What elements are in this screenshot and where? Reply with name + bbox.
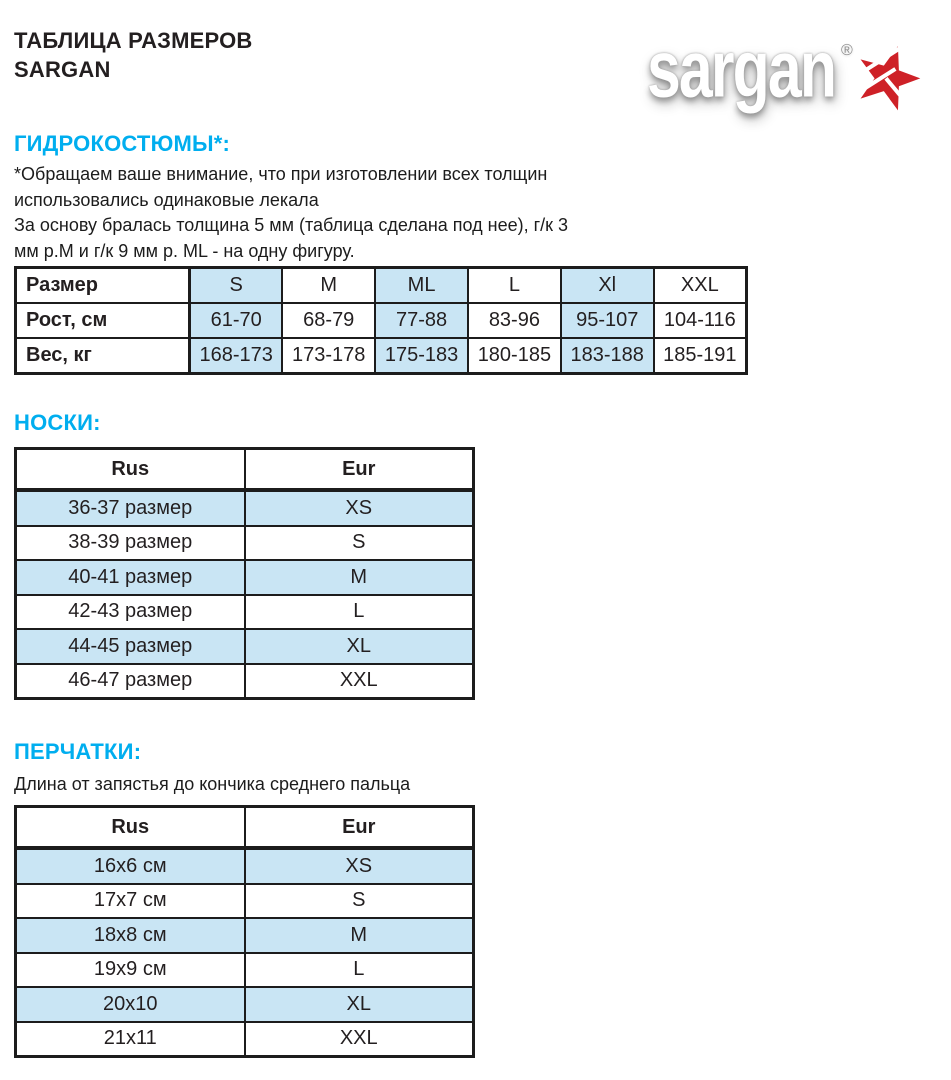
star-icon	[851, 36, 925, 118]
wetsuits-note-line: За основу бралась толщина 5 мм (таблица сделана под нее), г/к 3	[14, 215, 569, 235]
column-header-rus: Rus	[16, 807, 245, 849]
value-cell: 95-107	[561, 303, 654, 338]
eur-cell: M	[245, 560, 474, 595]
wetsuits-size-table	[14, 266, 748, 375]
section-heading-wetsuits: ГИДРОКОСТЮМЫ*:	[14, 131, 231, 156]
value-cell: 173-178	[282, 338, 375, 374]
value-cell: 180-185	[468, 338, 561, 374]
value-cell: 77-88	[375, 303, 468, 338]
table-row	[16, 848, 474, 884]
gloves-note: Длина от запястья до кончика среднего пальца	[14, 774, 411, 794]
rus-cell: 16x6 см	[16, 848, 245, 884]
table-row	[16, 918, 474, 953]
value-cell: 183-188	[561, 338, 654, 374]
table-header-row	[16, 449, 474, 491]
wetsuits-note-line: *Обращаем ваше внимание, что при изготовлении всех толщин	[14, 164, 548, 184]
row-label: Вес, кг	[16, 338, 190, 374]
logo-wordmark: sargan	[647, 23, 836, 114]
eur-cell: S	[245, 884, 474, 919]
table-row	[16, 268, 747, 304]
rus-cell: 44-45 размер	[16, 629, 245, 664]
socks-size-table	[14, 447, 475, 700]
rus-cell: 42-43 размер	[16, 595, 245, 630]
rus-cell: 17x7 см	[16, 884, 245, 919]
value-cell: 185-191	[654, 338, 747, 374]
eur-cell: XS	[245, 848, 474, 884]
table-row	[16, 987, 474, 1022]
rus-cell: 38-39 размер	[16, 526, 245, 561]
section-heading-socks: НОСКИ:	[14, 410, 101, 435]
table-row	[16, 490, 474, 526]
eur-cell: XS	[245, 490, 474, 526]
eur-cell: XXL	[245, 1022, 474, 1057]
value-cell: 104-116	[654, 303, 747, 338]
gloves-size-table	[14, 805, 475, 1058]
table-row	[16, 1022, 474, 1057]
size-cell: L	[468, 268, 561, 304]
table-row	[16, 629, 474, 664]
size-cell: S	[190, 268, 283, 304]
size-cell: XXL	[654, 268, 747, 304]
value-cell: 168-173	[190, 338, 283, 374]
page-title-line1: ТАБЛИЦА РАЗМЕРОВ	[14, 28, 253, 53]
rus-cell: 36-37 размер	[16, 490, 245, 526]
table-row	[16, 595, 474, 630]
table-row	[16, 526, 474, 561]
eur-cell: L	[245, 595, 474, 630]
wetsuits-note	[14, 162, 568, 264]
eur-cell: XL	[245, 987, 474, 1022]
row-label: Рост, см	[16, 303, 190, 338]
row-label: Размер	[16, 268, 190, 304]
rus-cell: 40-41 размер	[16, 560, 245, 595]
value-cell: 175-183	[375, 338, 468, 374]
column-header-rus: Rus	[16, 449, 245, 491]
section-heading-gloves: ПЕРЧАТКИ:	[14, 739, 142, 764]
rus-cell: 19x9 см	[16, 953, 245, 988]
table-row	[16, 560, 474, 595]
value-cell: 83-96	[468, 303, 561, 338]
rus-cell: 21x11	[16, 1022, 245, 1057]
rus-cell: 20x10	[16, 987, 245, 1022]
table-row	[16, 953, 474, 988]
wetsuits-note-line: использовались одинаковые лекала	[14, 189, 319, 210]
table-row	[16, 664, 474, 699]
rus-cell: 46-47 размер	[16, 664, 245, 699]
table-row	[16, 303, 747, 338]
eur-cell: M	[245, 918, 474, 953]
eur-cell: XXL	[245, 664, 474, 699]
page-title	[14, 26, 253, 84]
column-header-eur: Eur	[245, 807, 474, 849]
size-cell: ML	[375, 268, 468, 304]
registered-trademark-icon: ®	[841, 42, 853, 59]
value-cell: 68-79	[282, 303, 375, 338]
table-header-row	[16, 807, 474, 849]
wetsuits-note-line: мм р.М и г/к 9 мм р. ML - на одну фигуру.	[14, 240, 355, 261]
eur-cell: XL	[245, 629, 474, 664]
table-row	[16, 338, 747, 374]
table-row	[16, 884, 474, 919]
size-cell: Xl	[561, 268, 654, 304]
sargan-logo	[645, 24, 935, 124]
value-cell: 61-70	[190, 303, 283, 338]
rus-cell: 18x8 см	[16, 918, 245, 953]
page-title-line2: SARGAN	[14, 57, 111, 82]
eur-cell: S	[245, 526, 474, 561]
column-header-eur: Eur	[245, 449, 474, 491]
eur-cell: L	[245, 953, 474, 988]
size-cell: M	[282, 268, 375, 304]
